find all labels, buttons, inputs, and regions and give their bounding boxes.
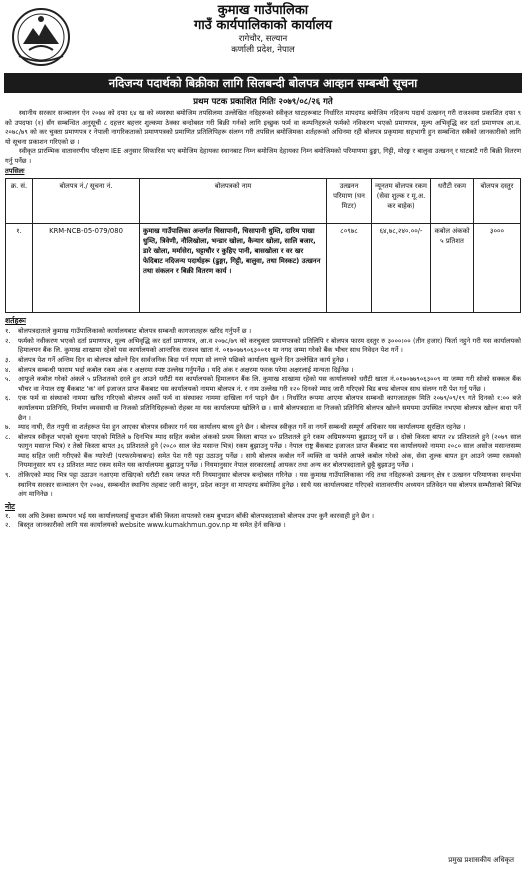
- bid-table: [5, 178, 521, 313]
- col-volume: उत्खनन परिमाण (घन मिटर): [327, 179, 372, 224]
- note-heading: नोट: [5, 501, 16, 511]
- list-item: [5, 394, 521, 423]
- term-number: १.: [5, 327, 11, 336]
- list-item: [5, 366, 521, 376]
- col-serial: क्र. सं.: [6, 179, 33, 224]
- col-bid-name: बोलपत्रको नाम: [140, 179, 327, 224]
- cell-bid-number: KRM-NCB-05-079/080: [33, 224, 140, 313]
- cell-volume: ८०९७८: [327, 224, 372, 313]
- list-item: [5, 356, 521, 366]
- note-text: यस अघि ठेक्का सम्भपन भई यस कार्यालयलाई बुभाउन बाँकी किस्ता वापतको रकम बुभाउन बाँकी बोलपत्रदाताको बोलपत्र उपर कुनै कारवाही हुने छैन ।: [18, 511, 375, 520]
- term-number: ४.: [5, 365, 11, 374]
- municipality-name: कुमाख गाउँपालिका: [217, 3, 309, 18]
- list-item: [5, 521, 521, 531]
- term-number: ९.: [5, 471, 11, 480]
- list-item: [5, 337, 521, 356]
- term-number: २.: [5, 336, 11, 345]
- term-number: ७.: [5, 423, 11, 432]
- intro-paragraph: स्थानीय सरकार सञ्चालन ऐन २०७४ को दफा ६४ ख को व्यवस्था बमोजिम तपसिलमा उल्लेखित नदिहरूको स्वीकृत घाटहरूबाट निर्धारित मापदण्ड बमोजिम नदिजन्य पदार्थ उत्खनन् गरी राजश्वमा प्रकाशित दफा ९ को उपदफा (१) सँग सम्बन्धित अनुसूची ८ दहत्तर बहत्तर शुल्कमा ठेक्का बन्दोबस्त गरी बिक्री गर्नको लागि इच्छुक फर्म वा कम्पनिहरूले फर्मको नविकरण भएको प्रमाणपत्र, मूल्य अभिवृद्धि कर दर्ता प्रमाणपत्र आ.व. २०७८/७९ को कर चुक्ता प्रमाणपत्र र नेपाली नागरिकताको प्रमाणपत्रको प्रमाणित प्रतिलिपिहरू संलग्न गरी तपसिल बमोजिमका शर्तहरूको अधिनमा रही बोलपत्र प्रकृयामा सहभागी हुन सम्बन्धित सबैको जानकारीको लागि यो सूचना प्रकाशन गरिएको छ ।: [5, 109, 521, 146]
- table-header-row: [6, 179, 521, 224]
- cell-bid-name: कुमाख गाउँपालिका अन्तर्गत चिसापानी, चिसापानी धुम्ति, दारिम पाखा धुम्ति, त्रिवेणी, नौलिखोला, भन्डार खोला, कैन्यार खोला, सालि बजार, डारे खोला, मर्मासेरा, घट्टाचौर र कुहिए पानी, बासखोला र वर खर फेदिबाट नदिजन्य पदार्थहरू (ढुङ्गा, गिट्टी, बालुवा, तथा मिस्कट) उत्खनन तथा संकलन र बिक्री वितरण कार्य ।: [140, 224, 327, 313]
- term-text: म्याद नाघी, रीत नपुगी वा शर्तहरूत पेश हुन आएका बोलपत्र स्वीकार गर्न यस कार्यालय बाध्य हुने छैन । बोलपत्र स्वीकृत गर्ने वा नगर्ने सम्बन्धी सम्पूर्ण अधिकार यस कार्यालयमा सुरक्षित रहनेछ ।: [18, 423, 466, 432]
- term-number: ६.: [5, 394, 11, 403]
- term-number: ५.: [5, 375, 11, 384]
- letterhead: [5, 3, 521, 73]
- note-number: १.: [5, 511, 11, 520]
- term-text: एक फर्म वा संस्थाको नाममा खरिद गरिएको बोलपत्र अर्को फर्म वा संस्थाका नाममा दाखिला गर्न पाइने छैन । निर्धारित रूपमा आएमा बोलपत्र सम्बन्धी कागजातहरू मिति २०७९/०९/१९ गते दिनको १:०० बजे कार्यालयमा प्रतिनिधि, निर्माण व्यवसायी वा निजको प्रतिनिधिहरूको रोहबर मा यस कार्यालयमा खोलिने छ । साथै बोलपत्रदाता वा निजको प्रतिनिधि बोलपत्र खोल्ने समयमा उपस्थित नभएमा बोलपत्र खोल्न बाधा पर्ने छैन ।: [18, 394, 521, 422]
- notes-list: [5, 512, 521, 531]
- list-item: [5, 471, 521, 500]
- terms-list: [5, 327, 521, 500]
- cell-deposit: कबोल अंकको ५ प्रतिशत: [431, 224, 474, 313]
- col-fee: बोलपत्र दस्तुर: [474, 179, 521, 224]
- cell-minimum-amount: ६४,७८,२४०.००/-: [372, 224, 431, 313]
- office-address: रागेचौर, सल्यान: [238, 34, 288, 44]
- list-item: [5, 423, 521, 433]
- col-bid-number: बोलपत्र नं./ सूचना नं.: [33, 179, 140, 224]
- term-text: बोलपत्र स्वीकृत भएको सूचना पाएको मितिले ७ दिनभित्र म्याद सहित कबोल अंकको प्रथम किस्ता बापत ४० प्रतिशतले हुने रकम अग्रिमरूपमा बुझाउनु पर्ने छ । दोस्रो किस्ता बापत २४ प्रतिशतले हुने (२०७९ साल फागुन मसान्त भित्र) र तेस्रो किस्ता बापत ३६ प्रतिशतले हुने (२०८० साल जेठ मसान्त भित्र) रकम बुझाउनु पर्नेछ । नेपाल राष्ट्र बैंकबाट इजाजत प्राप्त बैंकबाट यस कार्यालयको नाममा २०८० साल असोज मसान्तसम्म म्याद सहित जारी गरीएको बैंक ग्यारेन्टी (परफरमेन्सबन्ड) समेत पेश गरी पट्टा उठाउनु पर्नेछ । साथै बोलपत्र कबोल गर्ने व्यक्ति वा फर्मले आफ्ले कबोल गरेको अंक, सेवा शुल्क बापत हुन आउने जम्मा रकमको नियमानुसार थप १३ प्रतिशत म्याट रकम समेत यस कार्यालयमा बुझाउनु पर्नेछ । नियमानुसार नेपाल सरकारलाई आयकर तथा अन्य कर बोलपत्रदाताले छुट्टै बुझाउनु पर्नेछ ।: [18, 432, 521, 470]
- iee-paragraph: स्वीकृत प्रारम्भिक वातावरणीय परिक्षण IEE अनुसार सिफारिस भए बमोजिम देहायका स्थानबाट निम्न बमोजिम देहायका निम्न बमोजिमको परिमाणमा ढुङ्गा, गिट्टी, मोरङ्ग र बालुवा उत्खनन् र घाटबाटै गरी बिक्री वितरण गर्नु पर्नेछ ।: [5, 147, 521, 165]
- terms-heading: शर्तहरूः: [5, 316, 26, 326]
- list-item: [5, 433, 521, 471]
- government-emblem-icon: [11, 6, 71, 68]
- note-number: २.: [5, 521, 11, 530]
- term-number: ८.: [5, 432, 11, 441]
- term-number: ३.: [5, 355, 11, 364]
- cell-serial: १.: [6, 224, 33, 313]
- office-name: गाउँ कार्यपालिकाको कार्यालय: [194, 18, 332, 33]
- table-label: तपसिलः: [5, 166, 25, 175]
- term-text: बोलपत्र पेश गर्ने अन्तिम दिन वा बोलपत्र खोल्ने दिन सार्वजनिक बिदा पर्न गएमा सो लगत्ते पछिको कार्यालय खुल्ने दिन उल्लेखित कार्य हुनेछ ।: [18, 355, 349, 364]
- list-item: [5, 375, 521, 394]
- cell-fee: ३०००: [474, 224, 521, 313]
- list-item: [5, 327, 521, 337]
- signature-line: प्रमुख प्रशासकीय अधिकृत: [448, 856, 514, 864]
- term-text: आफूले कबोल गरेको अंकले ५ प्रतिशतको दरले हुन आउने धरौटी यस कार्यालयको हिमालयन बैंक लि. कुमाख शाखामा रहेको यस कार्यालयको धरौटी खाता नं.०१७०७७९०६३००९ मा जम्मा गरी सोको सक्कल बैंक भौचर वा नेपाल राष्ट्र बैंकबाट 'क' वर्ग इजाजत प्राप्त बैंकबाट यस कार्यालयको नाममा बोलपत्र नं. र नाम उल्लेख गरी १२० दिनको म्याद जारी गरिएको बिड बण्ड बोलपत्र साथ संलग्न गरी पेश गर्नु पर्नेछ ।: [18, 375, 521, 393]
- term-text: फर्मको नवीकरण भएको दर्ता प्रमाणपत्र, मूल्य अभिवृद्धि कर दर्ता प्रमाणपत्र, आ.व २०७८/७९ को करचुक्ता प्रमाणपत्रको प्रतिलिपि र बोलपत्र फारम दस्तुर रु ३०००।०० (तीन हजार) फिर्ता नहुने गरी यस कार्यालयको हिमालयन बैंक लि. कुमाख शाखामा रहेको यस कार्यालयको आन्तरिक राजश्व खाता नं. ०१७०७७९०६३००११ मा नगद जम्मा गरेको बैंक भौचर साथ निवेदन पेश गर्ने ।: [18, 336, 521, 355]
- table-row: [6, 224, 521, 313]
- publication-date: प्रथम पटक प्रकाशित मितिः २०७९/०८/२६ गते: [193, 97, 333, 107]
- term-text: बोलपत्रदाताले कुमाख गाउँपालिकाको कार्यालयबाट बोलपत्र सम्बन्धी कागजातहरू खरिद गर्नुपर्ने छ ।: [18, 327, 252, 336]
- col-minimum-amount: न्यूनतम बोलपत्र रकम (सेवा शुल्क र मू.अ. कर बाहेक): [372, 179, 431, 224]
- note-text: बिस्तृत जानकारीको लागि यस कार्यालयको website www.kumakhmun.gov.np मा समेत हेर्न सकिन्छ ।: [18, 521, 286, 530]
- province-name: कर्णाली प्रदेश, नेपाल: [231, 45, 295, 55]
- term-text: बोलपत्र सम्बन्धी फाराम भर्दा कबोल रकम अंक र अक्षरमा स्पष्ट उल्लेख गर्नुपर्नेछ । यदि अंक र अक्षरमा फरक परेमा अक्षरलाई मान्यता दिईनेछ ।: [18, 365, 354, 374]
- notice-title: नदिजन्य पदार्थको बिक्रीका लागि सिलबन्दी बोलपत्र आव्हान सम्बन्धी सूचना: [4, 73, 522, 93]
- col-deposit: धरौटी रकम: [431, 179, 474, 224]
- list-item: [5, 512, 521, 522]
- term-text: तोकिएको म्याद भित्र पट्टा उठाउन नआएमा राखिएको धरौटी रकम जफत गरी नियमानुसार बोलपत्र बन्दोबस्त गरिनेछ । यस कुमाख गाउँपालिकाका नदि तथा नदिहरूको उत्खनन् क्षेत्र र उत्खनन परिमाणका सन्दर्भमा स्थानिय सरकार सञ्चालन ऐन २०७४, सम्बन्धीत स्थानिय तहबाट जारी कानुन, प्रदेश कानुन वा मापदण्ड बमोजिम हुनेछ । साथै यस कार्यालयबाट गरिएको वातावरणीय अध्ययन प्रतिवेदन यस बोलपत्र सम्भौताको बिभिन्न अंग मानिनेछ ।: [18, 471, 521, 499]
